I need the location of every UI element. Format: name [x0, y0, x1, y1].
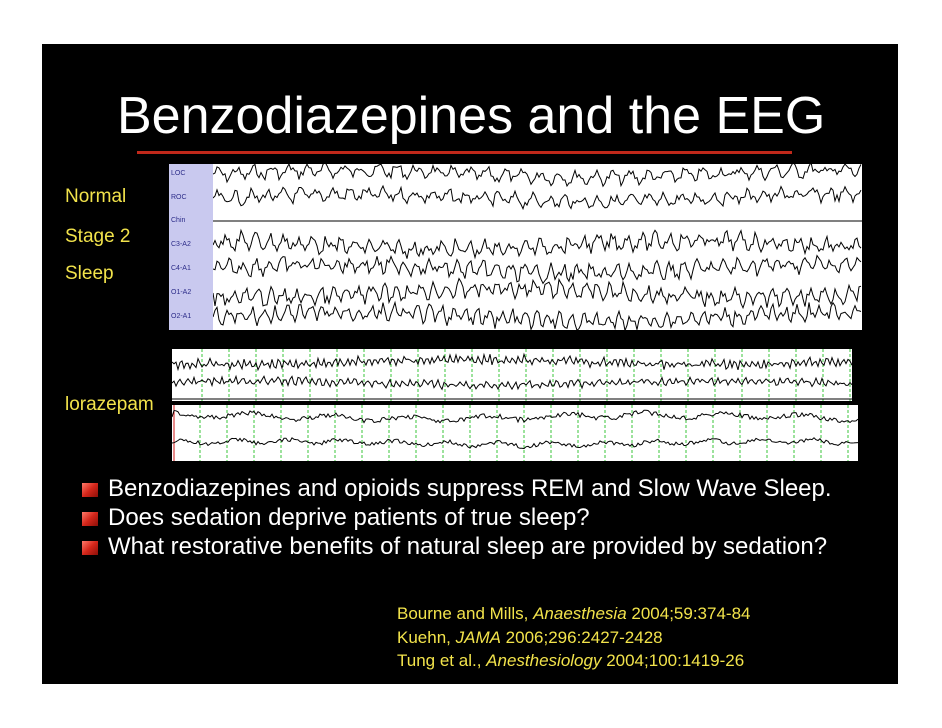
eeg-trace — [213, 186, 861, 209]
bullet-list — [72, 476, 872, 563]
label-stage-2: Stage 2 — [65, 226, 131, 247]
eeg-lorazepam-bottom — [172, 405, 858, 461]
reference-3 — [397, 649, 751, 673]
eeg-trace — [213, 279, 861, 308]
eeg-lorazepam-bottom-traces — [172, 405, 858, 461]
ref-authors: Tung et al., — [397, 651, 487, 670]
eeg-trace — [172, 438, 858, 449]
references — [397, 602, 751, 673]
reference-2 — [397, 626, 751, 650]
ref-details: 2004;100:1419-26 — [601, 651, 745, 670]
bullet-text: Benzodiazepines and opioids suppress REM and Slow Wave Sleep. — [108, 475, 832, 502]
eeg-normal-sleep — [169, 164, 862, 330]
title-underline — [137, 151, 792, 154]
channel-label: LOC — [171, 170, 186, 177]
eeg-trace — [172, 410, 858, 423]
bullet-text: Does sedation deprive patients of true sleep? — [108, 504, 590, 531]
ref-details: 2004;59:374-84 — [626, 604, 751, 623]
ref-journal: Anaesthesia — [533, 604, 627, 623]
eeg-trace — [213, 164, 861, 186]
slide-title: Benzodiazepines and the EEG — [117, 87, 826, 145]
channel-label: C4-A1 — [171, 265, 191, 272]
ref-journal: JAMA — [455, 627, 501, 647]
eeg-lorazepam-top — [172, 349, 852, 401]
eeg-trace — [213, 303, 861, 331]
label-normal: Normal — [65, 186, 127, 207]
eeg-lorazepam-top-traces — [172, 349, 852, 401]
bullet-marker-icon — [82, 512, 98, 526]
channel-label: O1-A2 — [171, 289, 192, 296]
channel-label: ROC — [171, 194, 187, 201]
channel-label-panel — [169, 164, 213, 330]
ref-authors: Kuehn, — [397, 627, 456, 647]
eeg-trace — [213, 256, 861, 284]
bullet-marker-icon — [82, 541, 98, 555]
ref-details: 2006;296:2427-2428 — [500, 627, 663, 647]
label-lorazepam: lorazepam — [65, 394, 154, 415]
bullet-item — [72, 505, 872, 531]
ref-authors: Bourne and Mills, — [397, 604, 534, 623]
slide — [42, 44, 898, 684]
channel-label: O2-A1 — [171, 313, 192, 320]
channel-label: C3-A2 — [171, 241, 191, 248]
label-sleep: Sleep — [65, 263, 114, 284]
ref-journal: Anesthesiology — [486, 651, 602, 670]
bullet-text: What restorative benefits of natural sleep are provided by sedation? — [108, 533, 828, 560]
bullet-item — [72, 476, 872, 502]
eeg-trace — [213, 230, 861, 258]
eeg-trace — [172, 354, 852, 370]
channel-label: Chin — [171, 217, 186, 224]
eeg-normal-traces — [213, 164, 862, 330]
reference-1 — [397, 602, 751, 626]
bullet-item — [72, 534, 872, 560]
eeg-trace — [172, 376, 852, 389]
bullet-marker-icon — [82, 483, 98, 497]
